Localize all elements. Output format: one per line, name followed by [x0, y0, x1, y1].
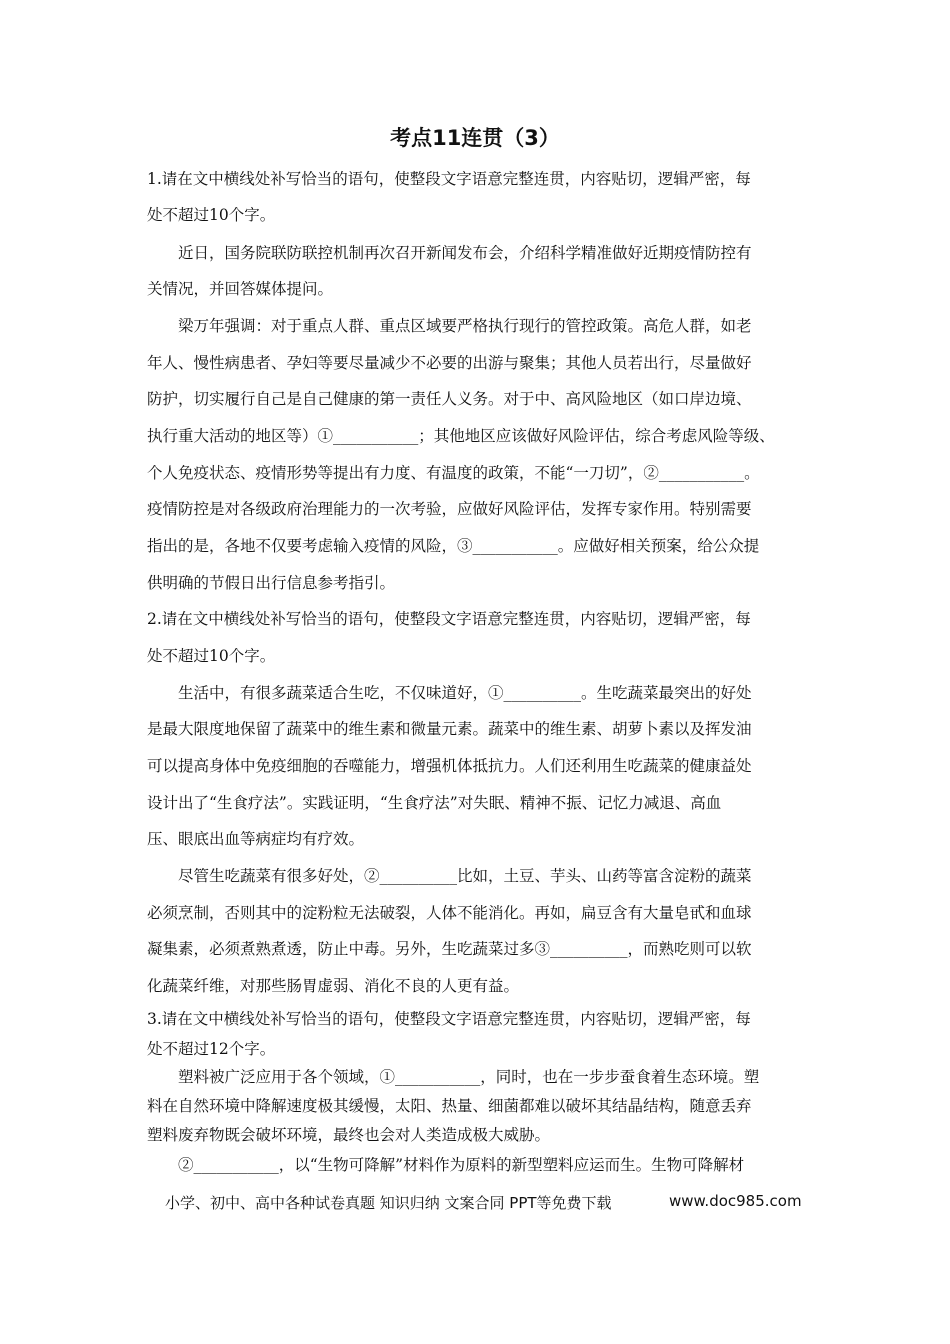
- text-line: 必须烹制，否则其中的淀粉粒无法破裂，人体不能消化。再如，扁豆含有大量皂甙和血球: [147, 904, 752, 922]
- text-line: 凝集素，必须煮熟煮透，防止中毒。另外，生吃蔬菜过多③__________，而熟吃则可以软: [147, 940, 752, 958]
- text-line: 压、眼底出血等病症均有疗效。: [147, 830, 365, 848]
- text-line: 2.请在文中横线处补写恰当的语句，使整段文字语意完整连贯，内容贴切，逻辑严密，每: [147, 610, 751, 628]
- text-line: 处不超过12个字。: [147, 1040, 276, 1058]
- text-line: 年人、慢性病患者、孕妇等要尽量减少不必要的出游与聚集；其他人员若出行，尽量做好: [147, 354, 752, 372]
- text-line: 尽管生吃蔬菜有很多好处，②__________比如，土豆、芋头、山药等富含淀粉的蔬菜: [178, 867, 752, 885]
- text-line: 关情况，并回答媒体提问。: [147, 280, 334, 298]
- text-line: 3.请在文中横线处补写恰当的语句，使整段文字语意完整连贯，内容贴切，逻辑严密，每: [147, 1010, 751, 1028]
- text-line: 料在自然环境中降解速度极其缓慢，太阳、热量、细菌都难以破坏其结晶结构，随意丢弃: [147, 1097, 752, 1115]
- text-line: 1.请在文中横线处补写恰当的语句，使整段文字语意完整连贯，内容贴切，逻辑严密，每: [147, 170, 751, 188]
- text-line: 设计出了“生食疗法”。实践证明，“生食疗法”对失眠、精神不振、记忆力减退、高血: [147, 794, 722, 812]
- page-title: 考点11连贯（3）: [390, 126, 560, 150]
- text-line: 是最大限度地保留了蔬菜中的维生素和微量元素。蔬菜中的维生素、胡萝卜素以及挥发油: [147, 720, 752, 738]
- footer-url-link[interactable]: www.doc985.com: [669, 1192, 802, 1210]
- text-line: 供明确的节假日出行信息参考指引。: [147, 574, 396, 592]
- text-line: 近日，国务院联防联控机制再次召开新闻发布会，介绍科学精准做好近期疫情防控有: [178, 244, 752, 262]
- text-line: 塑料废弃物既会破坏环境，最终也会对人类造成极大威胁。: [147, 1126, 551, 1144]
- text-line: 处不超过10个字。: [147, 647, 276, 665]
- text-line: 生活中，有很多蔬菜适合生吃，不仅味道好，①__________。生吃蔬菜最突出的好处: [178, 684, 752, 702]
- text-line: 处不超过10个字。: [147, 206, 276, 224]
- text-line: 梁万年强调：对于重点人群、重点区域要严格执行现行的管控政策。高危人群，如老: [178, 317, 752, 335]
- text-line: 疫情防控是对各级政府治理能力的一次考验，应做好风险评估，发挥专家作用。特别需要: [147, 500, 752, 518]
- text-line: 防护，切实履行自己是自己健康的第一责任人义务。对于中、高风险地区（如口岸边境、: [147, 390, 752, 408]
- text-line: 个人免疫状态、疫情形势等提出有力度、有温度的政策，不能“一刀切”，②___________。: [147, 464, 760, 482]
- text-line: 指出的是，各地不仅要考虑输入疫情的风险，③___________。应做好相关预案，给公众提: [147, 537, 760, 555]
- text-line: 化蔬菜纤维，对那些肠胃虚弱、消化不良的人更有益。: [147, 977, 520, 995]
- text-line: 可以提高身体中免疫细胞的吞噬能力，增强机体抵抗力。人们还利用生吃蔬菜的健康益处: [147, 757, 752, 775]
- footer-text: 小学、初中、高中各种试卷真题 知识归纳 文案合同 PPT等免费下载: [165, 1194, 612, 1212]
- text-line: 塑料被广泛应用于各个领域，①___________，同时，也在一步步蚕食着生态环境。塑: [178, 1068, 760, 1086]
- text-line: 执行重大活动的地区等）①___________；其他地区应该做好风险评估，综合考虑风险等级、: [147, 427, 775, 445]
- text-line: ②___________，以“生物可降解”材料作为原料的新型塑料应运而生。生物可降解材: [178, 1156, 745, 1174]
